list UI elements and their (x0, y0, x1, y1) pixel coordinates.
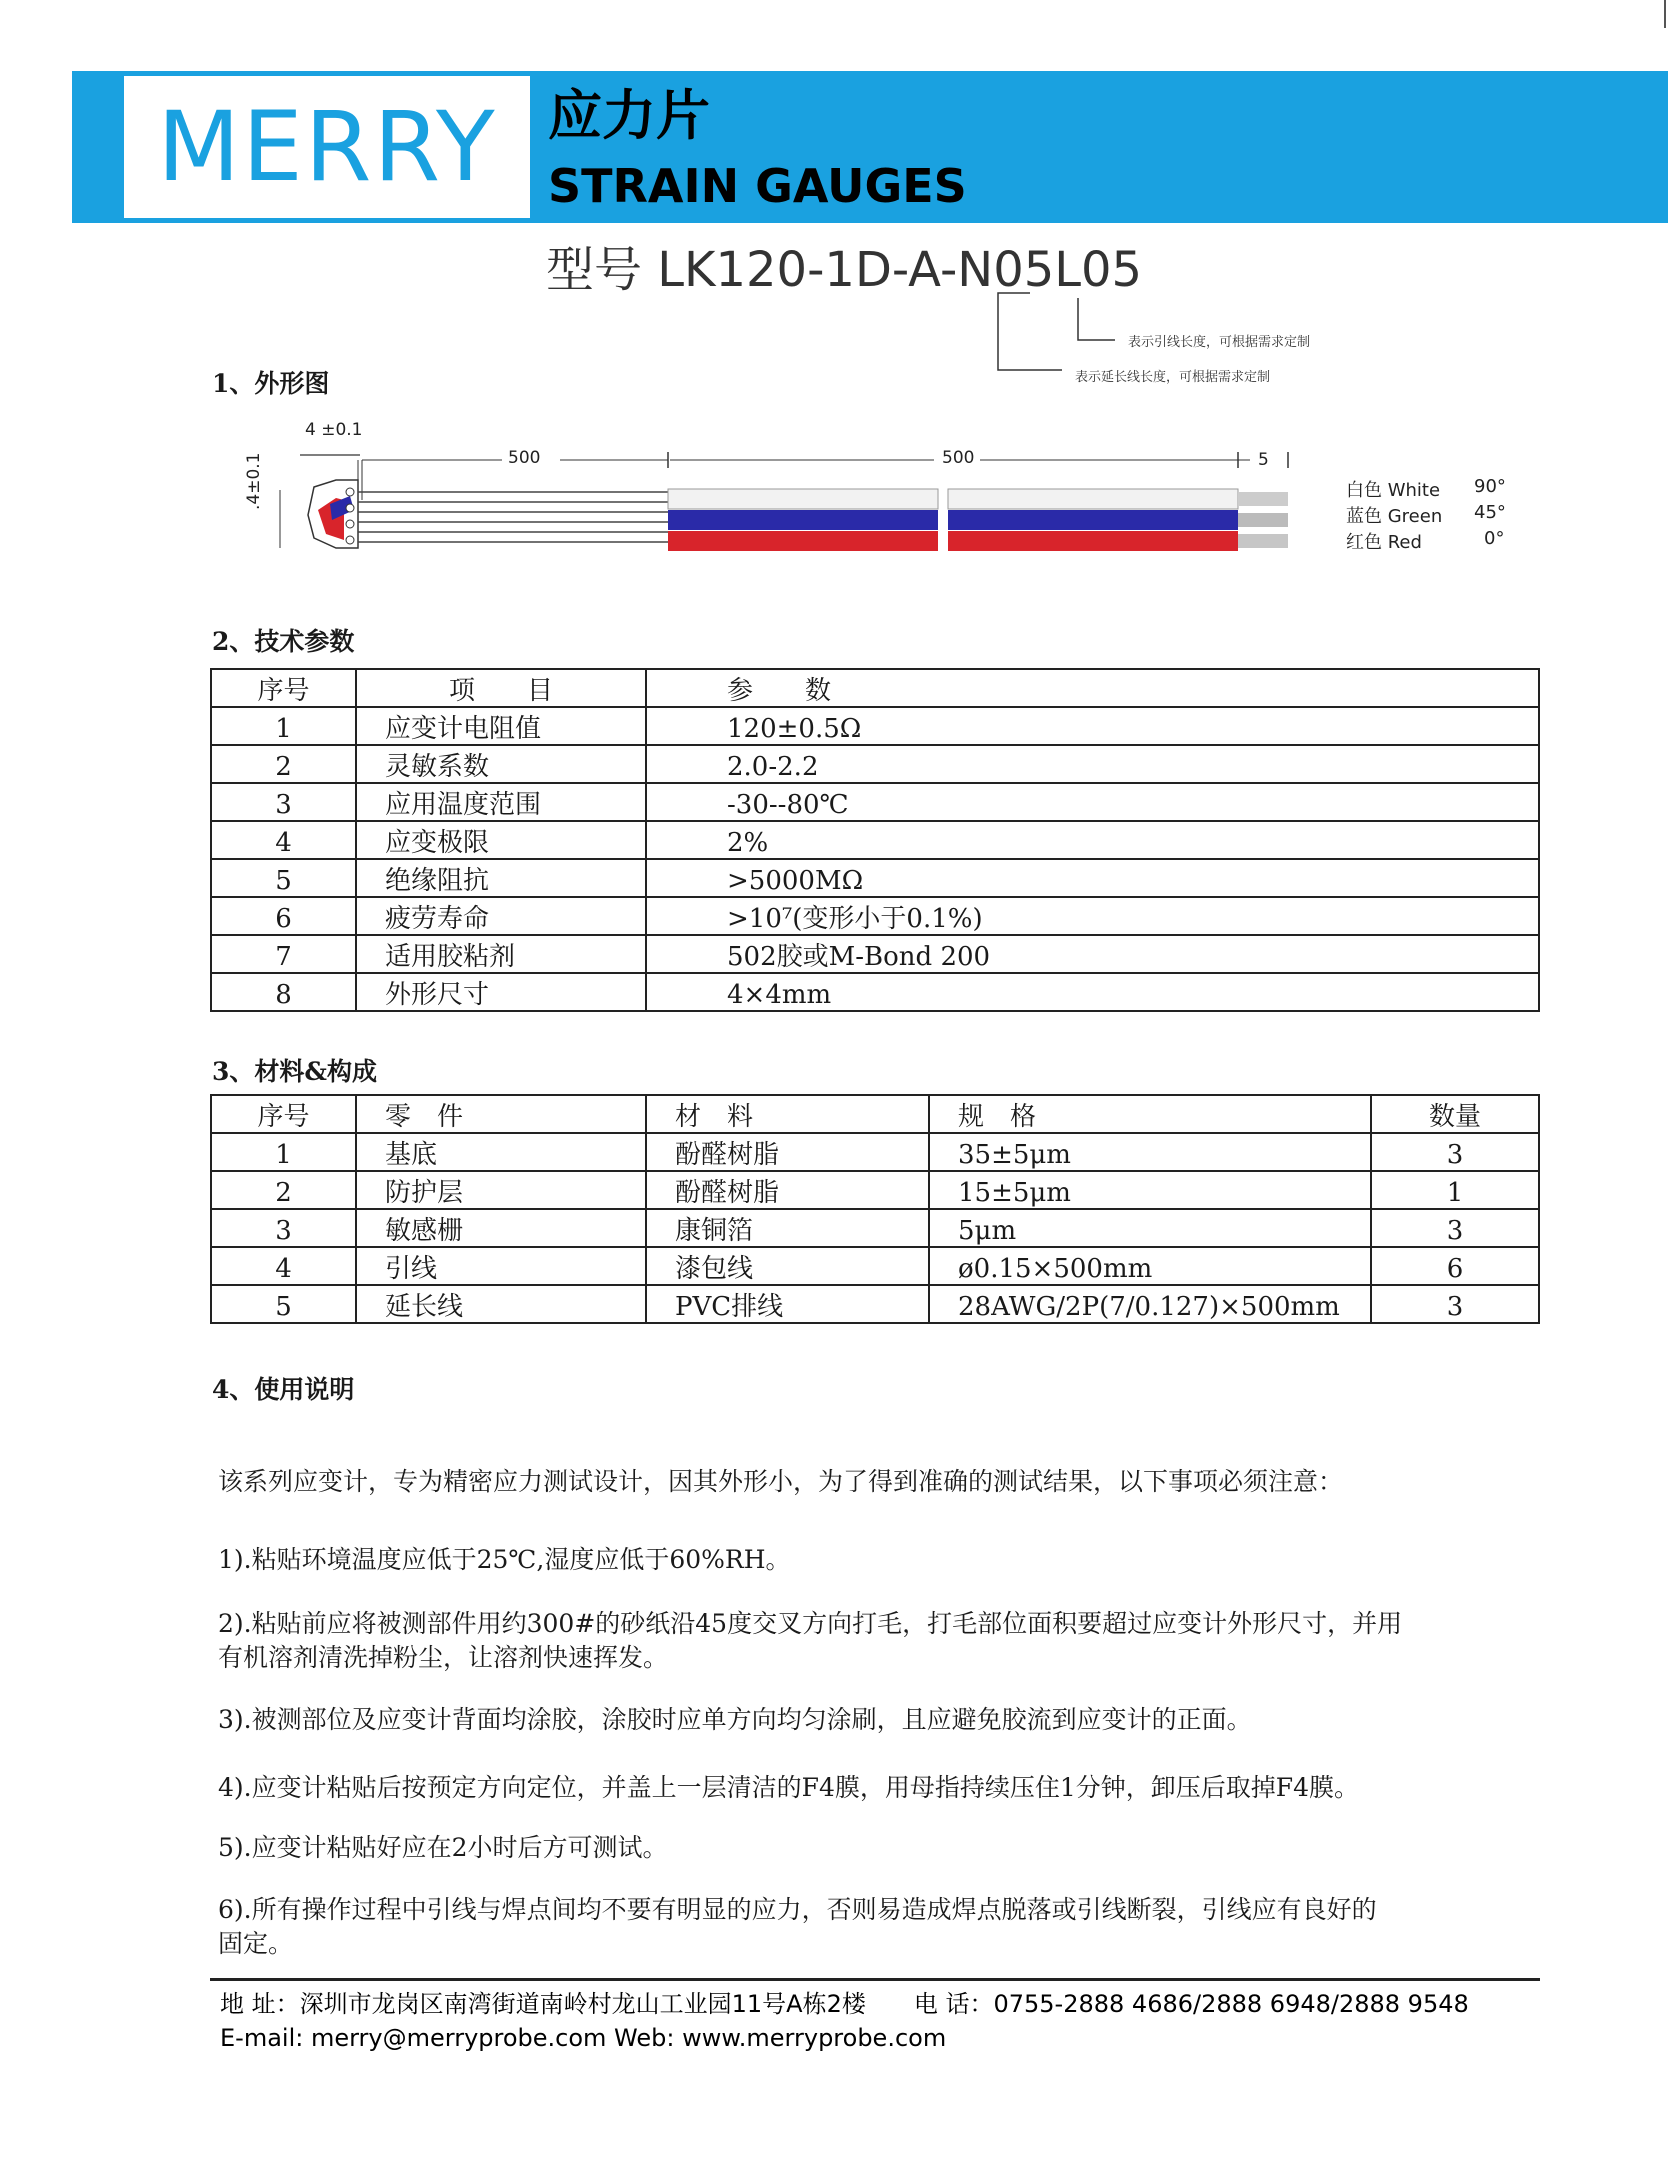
cell: 1 (211, 707, 356, 745)
table-row (211, 707, 1539, 745)
cell: >10⁷(变形小于0.1%) (646, 897, 1539, 935)
cell: 绝缘阻抗 (356, 859, 646, 897)
cell: 120±0.5Ω (646, 707, 1539, 745)
header-cell: 数量 (1371, 1095, 1539, 1133)
cell: 3 (211, 1209, 356, 1247)
table-row (211, 745, 1539, 783)
table-row (211, 1285, 1539, 1323)
cell: 6 (211, 897, 356, 935)
cell: 5 (211, 1285, 356, 1323)
header-cell: 零 件 (356, 1095, 646, 1133)
instruction-item: 1).粘贴环境温度应低于25℃,湿度应低于60%RH。 (218, 1545, 791, 1574)
instruction-item-continued: 固定。 (218, 1929, 294, 1958)
cell: 基底 (356, 1133, 646, 1171)
cell: 5 (211, 859, 356, 897)
table-row (211, 897, 1539, 935)
footer-contact: E-mail: merry@merryprobe.com Web: www.merryprobe.com (220, 2024, 947, 2052)
dim-ext-length: 500 (942, 448, 975, 468)
cell: 3 (211, 783, 356, 821)
cell: 适用胶粘剂 (356, 935, 646, 973)
dim-lead-length: 500 (508, 448, 541, 468)
section-title-tech-params: 2、技术参数 (212, 627, 355, 656)
wire-angle-green: 45° (1474, 502, 1506, 523)
dim-strip-length: 5 (1258, 450, 1269, 470)
instruction-item: 5).应变计粘贴好应在2小时后方可测试。 (218, 1833, 668, 1862)
table-row (211, 821, 1539, 859)
cell: -30--80℃ (646, 783, 1539, 821)
cell: 漆包线 (646, 1247, 929, 1285)
instruction-item: 6).所有操作过程中引线与焊点间均不要有明显的应力，否则易造成焊点脱落或引线断裂，引线应有良好的 (218, 1895, 1377, 1924)
title-chinese: 应力片 (548, 84, 710, 147)
cell: 1 (211, 1133, 356, 1171)
cell: 应变计电阻值 (356, 707, 646, 745)
cell: 灵敏系数 (356, 745, 646, 783)
table-row (211, 1171, 1539, 1209)
cell: 外形尺寸 (356, 973, 646, 1011)
cell: 3 (1371, 1209, 1539, 1247)
cell: 酚醛树脂 (646, 1171, 929, 1209)
cell: 2 (211, 1171, 356, 1209)
gauge-outline-drawing (270, 430, 1300, 560)
instruction-item: 2).粘贴前应将被测部件用约300#的砂纸沿45度交叉方向打毛，打毛部位面积要超过应变计外形尺寸，并用 (218, 1609, 1403, 1638)
section-title-materials: 3、材料&构成 (212, 1057, 377, 1086)
cell: 应变极限 (356, 821, 646, 859)
header-cell: 规 格 (929, 1095, 1371, 1133)
wire-label-white: 白色 White (1346, 480, 1441, 501)
instructions-intro: 该系列应变计，专为精密应力测试设计，因其外形小，为了得到准确的测试结果，以下事项必须注意： (218, 1467, 1344, 1496)
cell: 15±5μm (929, 1171, 1371, 1209)
instruction-item: 4).应变计粘贴后按预定方向定位，并盖上一层清洁的F4膜，用母指持续压住1分钟，卸压后取掉F4膜。 (218, 1773, 1360, 1802)
cell: 5μm (929, 1209, 1371, 1247)
header-cell: 序号 (211, 1095, 356, 1133)
cell: PVC排线 (646, 1285, 929, 1323)
wire-angle-red: 0° (1484, 528, 1505, 549)
cell: 6 (1371, 1247, 1539, 1285)
cell: 延长线 (356, 1285, 646, 1323)
section-title-outline: 1、外形图 (212, 369, 330, 398)
header-cell: 参 数 (646, 669, 1539, 707)
merry-logo: MERRY (157, 91, 497, 203)
page-edge-line (1664, 0, 1666, 28)
cell: 2 (211, 745, 356, 783)
table-row (211, 1133, 1539, 1171)
cell: 酚醛树脂 (646, 1133, 929, 1171)
note-extension-length: 表示延长线长度，可根据需求定制 (1075, 370, 1271, 385)
table-header-row (211, 1095, 1539, 1133)
table-row (211, 973, 1539, 1011)
cell: >5000MΩ (646, 859, 1539, 897)
title-english: STRAIN GAUGES (548, 159, 967, 213)
cell: 2% (646, 821, 1539, 859)
header-cell: 材 料 (646, 1095, 929, 1133)
note-lead-length: 表示引线长度，可根据需求定制 (1128, 335, 1311, 350)
cell: 7 (211, 935, 356, 973)
cell: 1 (1371, 1171, 1539, 1209)
dim-width-label: 4 ±0.1 (305, 420, 363, 440)
table-row (211, 1247, 1539, 1285)
table-row (211, 783, 1539, 821)
cell: 4 (211, 821, 356, 859)
table-row (211, 935, 1539, 973)
dim-height-label: .4±0.1 (244, 452, 264, 510)
header-cell: 序号 (211, 669, 356, 707)
cell: 8 (211, 973, 356, 1011)
cell: 3 (1371, 1285, 1539, 1323)
cell: 4×4mm (646, 973, 1539, 1011)
model-label: 型号 LK120-1D-A-N05L05 (546, 242, 1143, 298)
cell: 引线 (356, 1247, 646, 1285)
section-title-instructions: 4、使用说明 (212, 1375, 355, 1404)
cell: 502胶或M-Bond 200 (646, 935, 1539, 973)
cell: 2.0-2.2 (646, 745, 1539, 783)
footer-address: 地 址：深圳市龙岗区南湾街道南岭村龙山工业园11号A栋2楼 电 话：0755-2888 4686/2888 6948/2888 9548 (220, 1990, 1469, 2018)
table-row (211, 859, 1539, 897)
materials-table (210, 1094, 1540, 1324)
wire-angle-white: 90° (1474, 476, 1506, 497)
instruction-item: 3).被测部位及应变计背面均涂胶，涂胶时应单方向均匀涂刷，且应避免胶流到应变计的正面。 (218, 1705, 1252, 1734)
cell: 应用温度范围 (356, 783, 646, 821)
table-header-row (211, 669, 1539, 707)
tech-params-table (210, 668, 1540, 1012)
wire-label-green: 蓝色 Green (1346, 506, 1443, 527)
cell: 疲劳寿命 (356, 897, 646, 935)
cell: 防护层 (356, 1171, 646, 1209)
table-row (211, 1209, 1539, 1247)
cell: 28AWG/2P(7/0.127)×500mm (929, 1285, 1371, 1323)
cell: 敏感栅 (356, 1209, 646, 1247)
cell: 康铜箔 (646, 1209, 929, 1247)
cell: 3 (1371, 1133, 1539, 1171)
header-cell: 项 目 (356, 669, 646, 707)
cell: ø0.15×500mm (929, 1247, 1371, 1285)
cell: 35±5μm (929, 1133, 1371, 1171)
wire-label-red: 红色 Red (1346, 532, 1422, 553)
instruction-item-continued: 有机溶剂清洗掉粉尘，让溶剂快速挥发。 (218, 1643, 669, 1672)
cell: 4 (211, 1247, 356, 1285)
footer-divider (210, 1978, 1540, 1981)
